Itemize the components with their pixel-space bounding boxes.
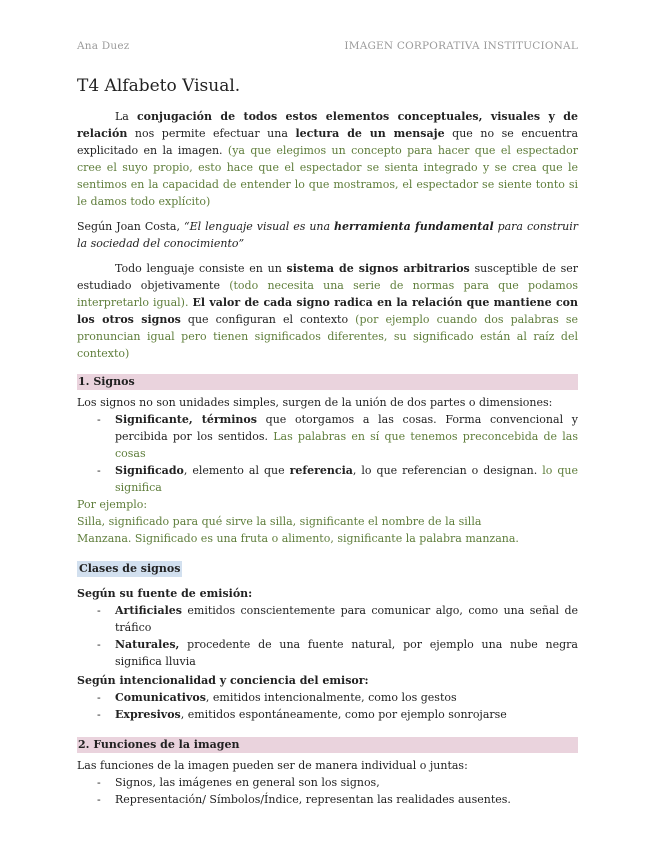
- header-author: Ana Duez: [77, 40, 130, 52]
- list-item: - Naturales, procedente de una fuente natural, por ejemplo una nube negra significa lluvia: [97, 638, 578, 668]
- bold-run: sistema de signos arbitrarios: [286, 262, 470, 275]
- text-run: susceptible de ser estudiado objetivamente: [77, 262, 578, 292]
- text-run: Según Joan Costa,: [77, 220, 184, 233]
- page-title: T4 Alfabeto Visual.: [77, 76, 241, 96]
- signos-list: [77, 411, 578, 496]
- list-item: - Expresivos, emitidos espontáneamente, como por ejemplo sonrojarse: [97, 708, 507, 721]
- bold-run: conjugación de todos estos elementos conceptuales, visuales y de relación: [77, 110, 579, 140]
- bold-italic-run: herramienta fundamental: [334, 220, 494, 233]
- bold-run: El valor de cada signo radica en la relación que mantiene con los otros signos: [77, 296, 578, 326]
- subheading-intencionalidad: Según intencionalidad y conciencia del emisor:: [77, 674, 369, 687]
- text-run: que configuran el contexto: [180, 313, 356, 326]
- signos-intro: Los signos no son unidades simples, surgen de la unión de dos partes o dimensiones:: [77, 396, 553, 409]
- example-label: Por ejemplo:: [77, 498, 148, 511]
- paragraph-lenguaje: [77, 260, 578, 362]
- italic-run: “El lenguaje visual es una: [183, 220, 335, 233]
- paragraph-conjugacion: [77, 108, 578, 210]
- list-item: - Significado, elemento al que referencia, lo que referencian o designan. lo que significa: [97, 464, 578, 494]
- list-item: - Signos, las imágenes en general son los signos,: [97, 776, 380, 789]
- text-run: que no se encuentra explicitado en la imagen.: [77, 127, 579, 157]
- section-heading-signos: 1. Signos: [77, 374, 578, 390]
- subheading-fuente: Según su fuente de emisión:: [77, 587, 253, 600]
- green-note: (ya que elegimos un concepto para hacer que el espectador cree el suyo propio, esto hace que el espectador se sienta integrado y se crea que le sentimos en la capacidad de entender lo que mostramos, el espectador se siente tonto si le damos todo explícito): [77, 144, 578, 208]
- section-heading-clases: Clases de signos: [79, 562, 181, 575]
- list-item: - Comunicativos, emitidos intencionalmente, como los gestos: [97, 691, 457, 704]
- section-heading-funciones: 2. Funciones de la imagen: [77, 737, 578, 753]
- fuente-list: [77, 602, 578, 670]
- text-run: nos permite efectuar una: [127, 127, 296, 140]
- text-run: La: [115, 110, 137, 123]
- green-note: (todo necesita una serie de normas para que podamos interpretarlo igual).: [77, 279, 579, 309]
- list-item: - Representación/ Símbolos/Índice, representan las realidades ausentes.: [97, 793, 511, 806]
- document-body: [77, 76, 578, 808]
- example-manzana: Manzana. Significado es una fruta o alimento, significante la palabra manzana.: [77, 532, 519, 545]
- list-item: - Significante, términos que otorgamos a las cosas. Forma convencional y percibida por los sentidos. Las palabras en sí que tenemos preconcebida de las cosas: [97, 413, 578, 460]
- paragraph-costa-quote: [77, 218, 578, 252]
- funciones-list: [77, 774, 578, 808]
- example-silla: Silla, significado para qué sirve la silla, significante el nombre de la silla: [77, 515, 482, 528]
- text-run: Todo lenguaje consiste en un: [115, 262, 287, 275]
- list-item: - Artificiales emitidos conscientemente para comunicar algo, como una señal de tráfico: [97, 604, 578, 634]
- italic-run: para construir la sociedad del conocimiento”: [77, 220, 578, 250]
- green-note: (por ejemplo cuando dos palabras se pronuncian igual pero tienen significados diferentes, su significado están al raíz del contexto): [77, 313, 578, 360]
- header-title: IMAGEN CORPORATIVA INSTITUCIONAL: [344, 40, 578, 52]
- intencionalidad-list: [77, 689, 578, 723]
- funciones-intro: Las funciones de la imagen pueden ser de manera individual o juntas:: [77, 759, 468, 772]
- bold-run: lectura de un mensaje: [295, 127, 445, 140]
